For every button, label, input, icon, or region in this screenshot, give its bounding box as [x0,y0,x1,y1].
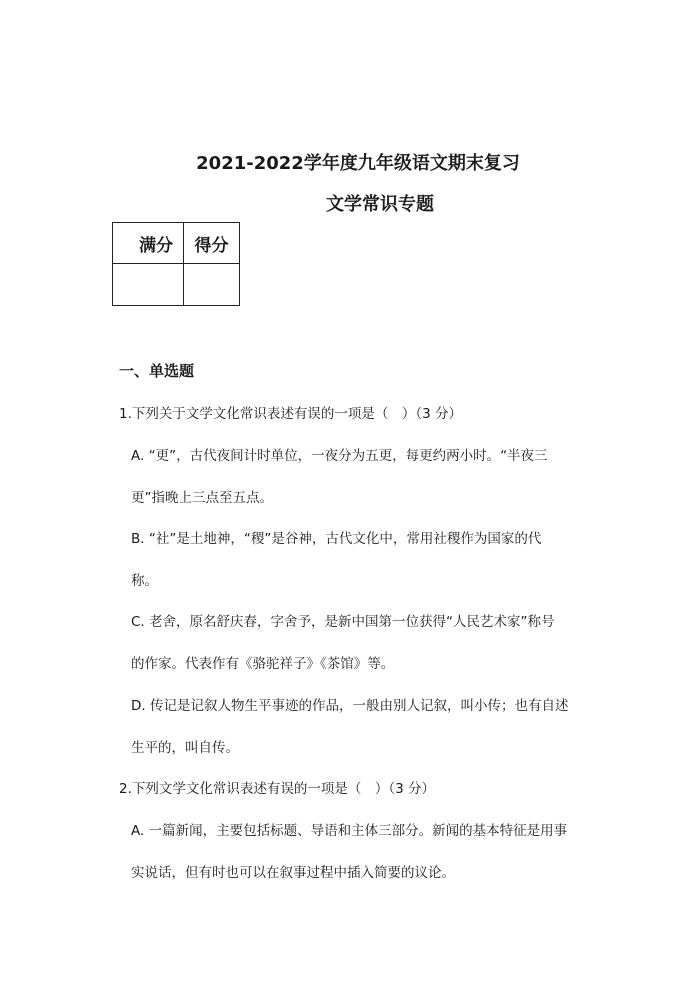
q1-option-a-cont: 更”指晚上三点至五点。 [131,490,273,506]
full-score-header: 满分 [113,223,184,264]
score-table [112,222,240,306]
q1-option-b-cont: 称。 [131,573,158,589]
q1-option-a: A. “更”，古代夜间计时单位，一夜分为五更，每更约两小时。“半夜三 [131,448,548,464]
question-1: 1.下列关于文学文化常识表述有误的一项是（ ）（3 分） [119,406,463,422]
full-score-cell [113,264,184,306]
q1-option-c: C. 老舍，原名舒庆春，字舍予，是新中国第一位获得“人民艺术家”称号 [131,614,555,630]
q1-option-d-cont: 生平的，叫自传。 [131,740,239,756]
got-score-cell [184,264,240,306]
page-title: 2021-2022学年度九年级语文期末复习 [196,153,520,174]
q1-option-c-cont: 的作家。代表作有《骆驼祥子》《茶馆》等。 [131,656,395,672]
q2-option-a: A. 一篇新闻，主要包括标题、导语和主体三部分。新闻的基本特征是用事 [131,823,568,839]
page-subtitle: 文学常识专题 [326,194,434,215]
question-2: 2.下列文学文化常识表述有误的一项是（ ）（3 分） [119,781,436,797]
q1-option-b: B. “社”是土地神，“稷”是谷神，古代文化中，常用社稷作为国家的代 [131,531,542,547]
got-score-header: 得分 [184,223,240,264]
q1-option-d: D. 传记是记叙人物生平事迹的作品，一般由别人记叙，叫小传；也有自述 [131,698,569,714]
section-heading: 一、单选题 [119,362,195,380]
q2-option-a-cont: 实说话，但有时也可以在叙事过程中插入简要的议论。 [131,865,455,881]
